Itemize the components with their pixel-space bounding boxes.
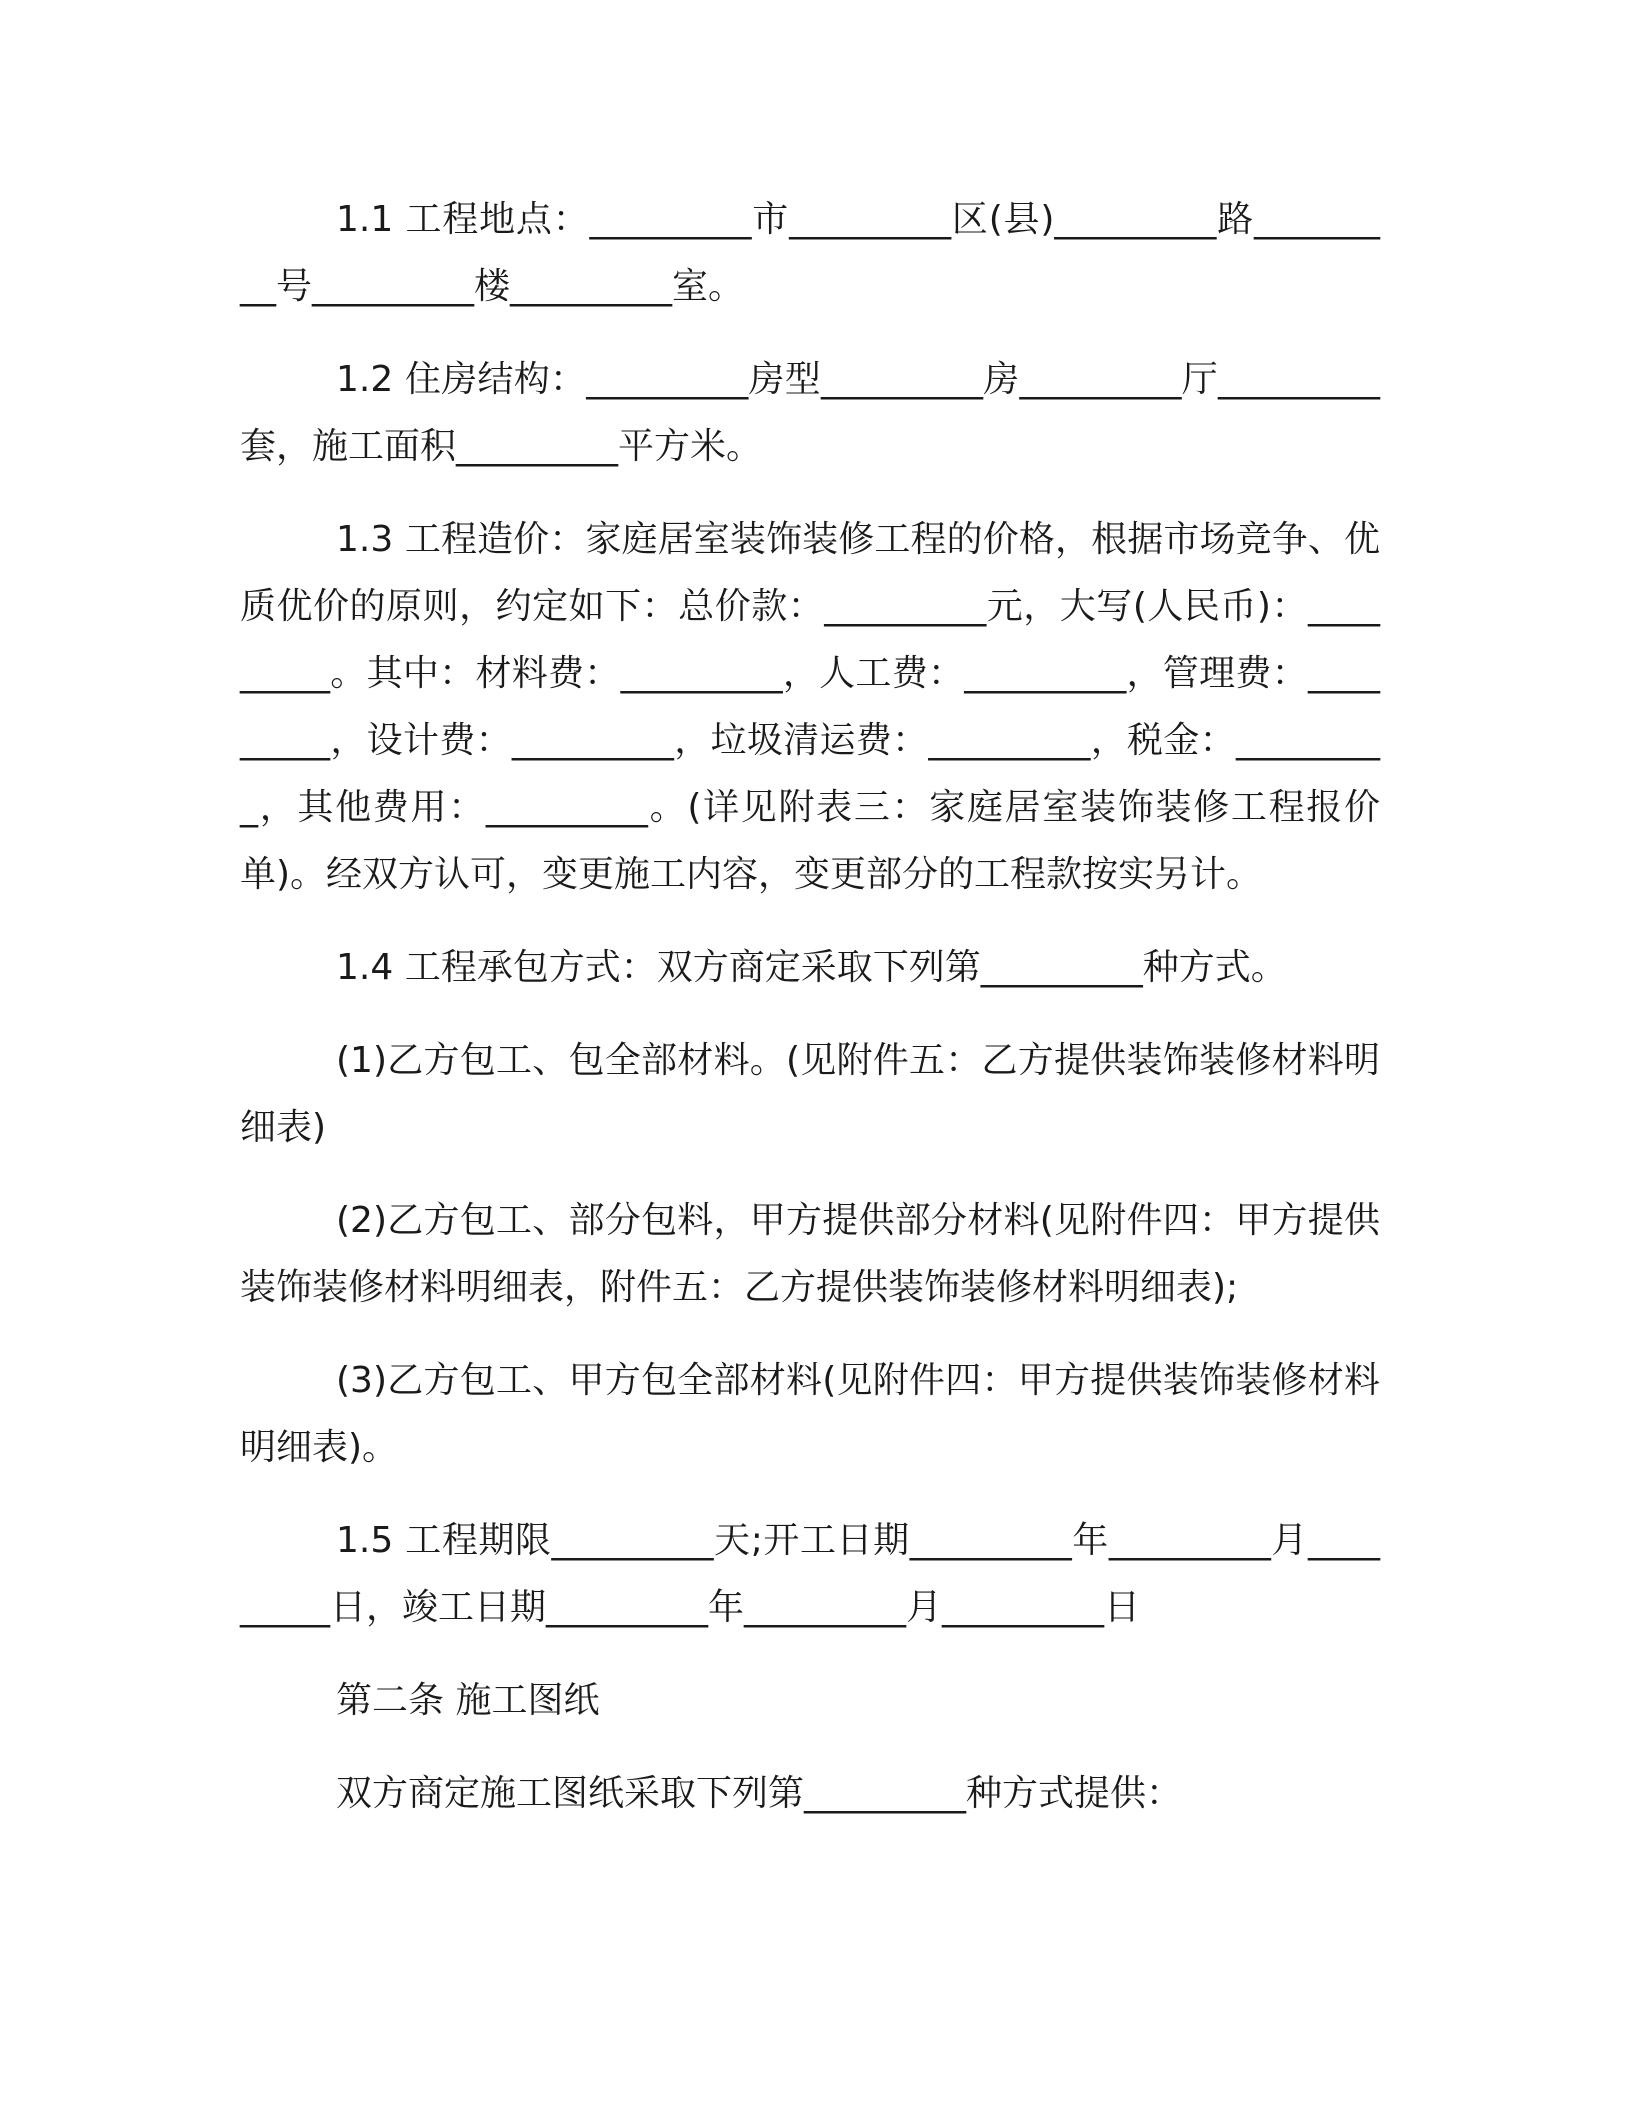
article-2-intro: 双方商定施工图纸采取下列第_________种方式提供： bbox=[336, 1773, 1183, 1814]
method-option-3: (3)乙方包工、甲方包全部材料(见附件四：甲方提供装饰装修材料明细表)。 bbox=[240, 1360, 1380, 1468]
article-2-heading: 第二条 施工图纸 bbox=[336, 1680, 600, 1721]
clause-1-1-project-location: 1.1 工程地点：_________市_________区(县)_________路_________号_________楼_________室。 bbox=[240, 199, 1380, 307]
method-option-2: (2)乙方包工、部分包料，甲方提供部分材料(见附件四：甲方提供装饰装修材料明细表，附件五：乙方提供装饰装修材料明细表); bbox=[240, 1200, 1380, 1308]
method-option-1: (1)乙方包工、包全部材料。(见附件五：乙方提供装饰装修材料明细表) bbox=[240, 1040, 1380, 1148]
document-body bbox=[240, 186, 1380, 1853]
clause-1-3-project-cost: 1.3 工程造价：家庭居室装饰装修工程的价格，根据市场竞争、优质优价的原则，约定如下：总价款：_________元，大写(人民币)：_________。其中：材料费：_________，人工费：_________，管理费：_________，设计费：_________，垃圾清运费：_________，税金：_________，其他费用：_________。(详见附表三：家庭居室装饰装修工程报价单)。经双方认可，变更施工内容，变更部分的工程款按实另计。 bbox=[240, 519, 1380, 895]
clause-1-4-contract-method: 1.4 工程承包方式：双方商定采取下列第_________种方式。 bbox=[336, 947, 1287, 988]
clause-1-2-housing-structure: 1.2 住房结构：_________房型_________房_________厅_________套，施工面积_________平方米。 bbox=[240, 359, 1380, 467]
clause-1-5-project-period: 1.5 工程期限_________天;开工日期_________年_________月_________日，竣工日期_________年_________月_________日 bbox=[240, 1520, 1380, 1628]
